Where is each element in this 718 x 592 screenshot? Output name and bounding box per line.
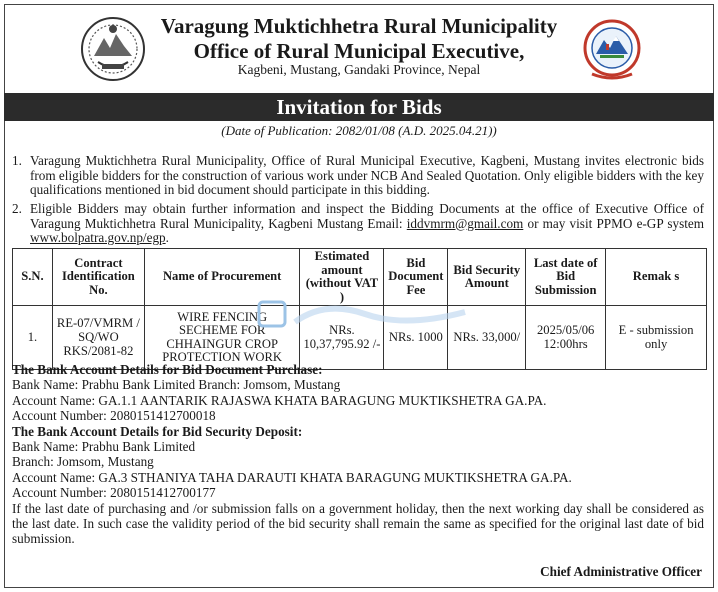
table-row	[13, 306, 707, 370]
purchase-account-name: Account Name: GA.1.1 AANTARIK RAJASWA KHATA BARAGUNG MUKTIKSHETRA GA.PA.	[12, 392, 547, 408]
purchase-bank: Bank Name: Prabhu Bank Limited Branch: Jomsom, Mustang	[12, 377, 341, 393]
column-header: Bid Document Fee	[384, 249, 448, 306]
email-link[interactable]: iddvmrm@gmail.com	[406, 215, 524, 231]
paragraph-text-part: .	[165, 230, 169, 246]
column-header: Name of Procurement	[144, 249, 300, 306]
notice-title-banner: Invitation for Bids	[4, 93, 714, 121]
security-heading: The Bank Account Details for Bid Security Deposit:	[12, 423, 303, 439]
cell-sn: 1.	[13, 306, 53, 370]
column-header: Bid Security Amount	[448, 249, 526, 306]
cell-contract-id: RE-07/VMRM / SQ/WO RKS/2081-82	[52, 306, 144, 370]
purchase-heading: The Bank Account Details for Bid Document Purchase:	[12, 362, 323, 377]
column-header: Contract Identification No.	[52, 249, 144, 306]
bid-table	[12, 248, 707, 370]
letterhead	[0, 8, 718, 88]
publication-date: (Date of Publication: 2082/01/08 (A.D. 2025.04.21))	[221, 123, 497, 138]
security-account-number: Account Number: 2080151412700177	[12, 485, 216, 501]
cell-estimate: NRs. 10,37,795.92 /-	[300, 306, 384, 370]
cell-last-date: 2025/05/06 12:00hrs	[526, 306, 606, 370]
office-name: Office of Rural Municipal Executive,	[193, 39, 525, 63]
holiday-note: If the last date of purchasing and /or submission falls on a government holiday, then the next working day shall be considered as the last date. In such case the validity period of the bid security shall remain the same as specified for the original last date of bid submission.	[12, 500, 704, 547]
column-header: S.N.	[13, 249, 53, 306]
paragraph-text-part: Eligible Bidders may obtain further information and inspect the Bidding Documents at the office of Executive Office of Varagung Muktichhetra Rural Municipality, Kagbeni Mustang Email:	[30, 201, 704, 231]
security-branch: Branch: Jomsom, Mustang	[12, 454, 154, 470]
paragraph-text	[30, 202, 704, 246]
column-header: Remak s	[606, 249, 707, 306]
cell-remarks: E - submission only	[606, 306, 707, 370]
paragraph-number: 1.	[12, 153, 22, 168]
security-bank: Bank Name: Prabhu Bank Limited	[12, 439, 196, 455]
office-address: Kagbeni, Mustang, Gandaki Province, Nepal	[237, 62, 481, 77]
paragraph-number: 2.	[12, 201, 22, 216]
paragraph-1	[12, 154, 704, 198]
table-header-row	[13, 249, 707, 306]
municipality-name: Varagung Muktichhetra Rural Municipality	[160, 14, 558, 38]
security-account-name: Account Name: GA.3 STHANIYA TAHA DARAUTI KHATA BARAGUNG MUKTIKSHETRA GA.PA.	[12, 469, 572, 485]
cell-security: NRs. 33,000/	[448, 306, 526, 370]
paragraph-2	[12, 202, 704, 246]
egp-url-link[interactable]: www.bolpatra.gov.np/egp	[30, 230, 166, 246]
column-header: Estimated amount (without VAT )	[300, 249, 384, 306]
paragraph-text-part: or may visit PPMO e-GP system	[523, 215, 704, 231]
signature-title: Chief Administrative Officer	[540, 564, 702, 579]
cell-doc-fee: NRs. 1000	[384, 306, 448, 370]
cell-procurement: WIRE FENCING SECHEME FOR CHHAINGUR CROP PROTECTION WORK	[144, 306, 300, 370]
purchase-account-number: Account Number: 2080151412700018	[12, 408, 216, 424]
column-header: Last date of Bid Submission	[526, 249, 606, 306]
paragraph-text: Varagung Muktichhetra Rural Municipality, Office of Rural Municipal Executive, Kagbeni, Mustang invites electronic bids from eligible bidders for the construction of various work under NCB And Sealed Quotation. Only eligible bidders with the key qualifications mentioned in bid document should participate in this bidding.	[30, 153, 704, 198]
bank-details	[12, 362, 704, 547]
